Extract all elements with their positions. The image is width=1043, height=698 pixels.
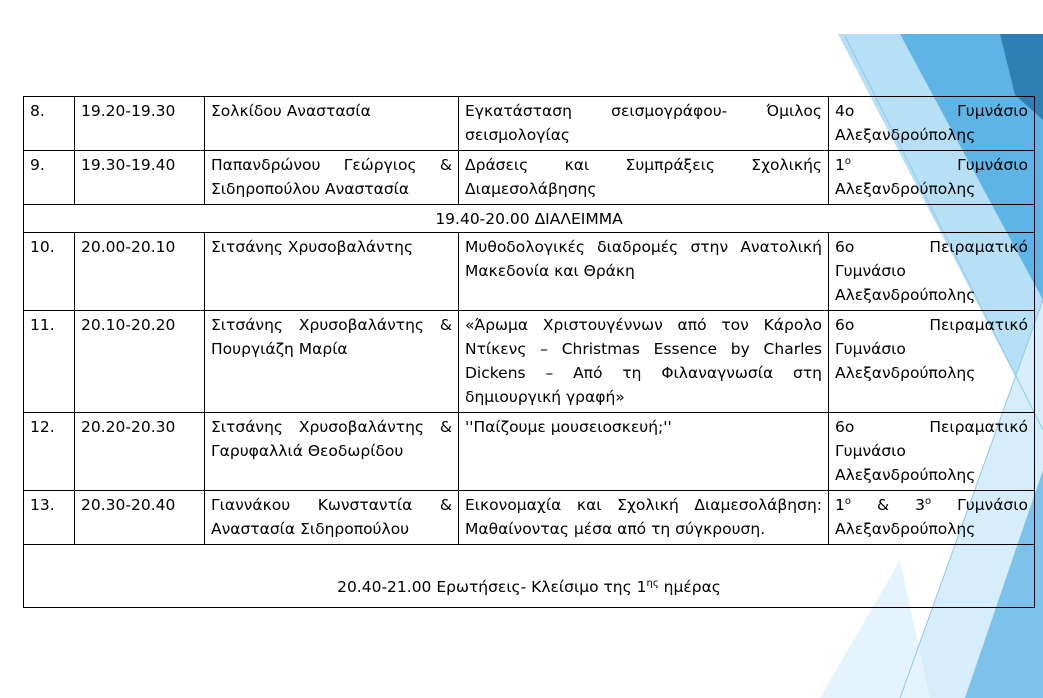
presentation-title: ''Παίζουμε μουσειοσκευή;'' bbox=[459, 413, 829, 491]
school: $1^o$ Γυμνάσιο Αλεξανδρούπολης bbox=[829, 151, 1035, 205]
school: 6ο Πειραματικό Γυμνάσιο Αλεξανδρούπολης bbox=[829, 413, 1035, 491]
time-slot: 20.20-20.30 bbox=[75, 413, 205, 491]
presenter: Παπανδρώνου Γεώργιος & Σιδηροπούλου Αναστασία bbox=[205, 151, 459, 205]
table-row bbox=[24, 97, 1035, 151]
row-number: 9. bbox=[24, 151, 75, 205]
closing-label: 20.40-21.00 Ερωτήσεις- Κλείσιμο της $1^{\eta\varsigma}$ ημέρας bbox=[24, 545, 1035, 608]
presenter: Σιτσάνης Χρυσοβαλάντης & Γαρυφαλλιά Θεοδωρίδου bbox=[205, 413, 459, 491]
school: 6ο Πειραματικό Γυμνάσιο Αλεξανδρούπολης bbox=[829, 233, 1035, 311]
closing-row bbox=[24, 545, 1035, 608]
presentation-title: Μυθοδολογικές διαδρομές στην Ανατολική Μακεδονία και Θράκη bbox=[459, 233, 829, 311]
table-row bbox=[24, 413, 1035, 491]
school: 4ο Γυμνάσιο Αλεξανδρούπολης bbox=[829, 97, 1035, 151]
time-slot: 20.10-20.20 bbox=[75, 311, 205, 413]
presenter: Σολκίδου Αναστασία bbox=[205, 97, 459, 151]
schedule-table bbox=[23, 96, 1035, 608]
school: $1^o$ & $3^o$ Γυμνάσιο Αλεξανδρούπολης bbox=[829, 491, 1035, 545]
row-number: 12. bbox=[24, 413, 75, 491]
presenter: Σιτσάνης Χρυσοβαλάντης bbox=[205, 233, 459, 311]
row-number: 13. bbox=[24, 491, 75, 545]
table-row bbox=[24, 491, 1035, 545]
school: 6ο Πειραματικό Γυμνάσιο Αλεξανδρούπολης bbox=[829, 311, 1035, 413]
time-slot: 19.20-19.30 bbox=[75, 97, 205, 151]
presenter: Σιτσάνης Χρυσοβαλάντης & Πουργιάζη Μαρία bbox=[205, 311, 459, 413]
table-row bbox=[24, 311, 1035, 413]
row-number: 8. bbox=[24, 97, 75, 151]
table-row bbox=[24, 233, 1035, 311]
row-number: 10. bbox=[24, 233, 75, 311]
time-slot: 20.30-20.40 bbox=[75, 491, 205, 545]
time-slot: 19.30-19.40 bbox=[75, 151, 205, 205]
presentation-title: Εικονομαχία και Σχολική Διαμεσολάβηση: Μαθαίνοντας μέσα από τη σύγκρουση. bbox=[459, 491, 829, 545]
row-number: 11. bbox=[24, 311, 75, 413]
presentation-title: Δράσεις και Συμπράξεις Σχολικής Διαμεσολάβησης bbox=[459, 151, 829, 205]
presentation-title: Εγκατάσταση σεισμογράφου- Όμιλος σεισμολογίας bbox=[459, 97, 829, 151]
table-row bbox=[24, 151, 1035, 205]
break-label: 19.40-20.00 ΔΙΑΛΕΙΜΜΑ bbox=[24, 205, 1035, 233]
presenter: Γιαννάκου Κωνσταντία & Αναστασία Σιδηροπούλου bbox=[205, 491, 459, 545]
presentation-title: «Άρωμα Χριστουγέννων από τον Κάρολο Ντίκενς – Christmas Essence by Charles Dickens – Από τη Φιλαναγνωσία στη δημιουργική γραφή» bbox=[459, 311, 829, 413]
time-slot: 20.00-20.10 bbox=[75, 233, 205, 311]
break-row bbox=[24, 205, 1035, 233]
